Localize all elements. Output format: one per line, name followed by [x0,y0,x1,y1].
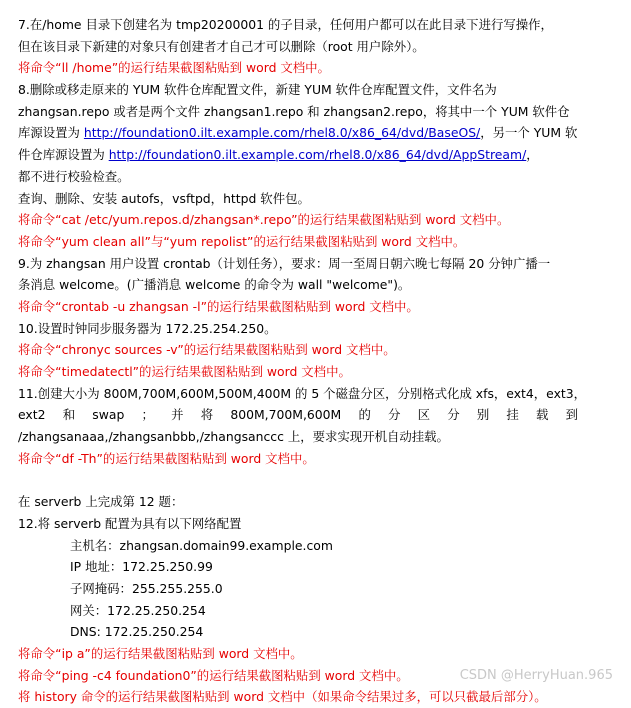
q11-word: 载 [536,407,549,423]
q11-word: 别 [476,407,490,423]
q12-instruction-2: 将命令“ping -c4 foundation0”的运行结果截图粘贴到 word 文档中。 [18,667,409,683]
q9-line-2: 条消息 welcome。(广播消息 welcome 的命令为 wall "welcome")。 [18,277,411,293]
q7-line-1: 7.在/home 目录下创建名为 tmp20200001 的子目录，任何用户都可以在此目录下进行写操作， [18,17,553,32]
appstream-link[interactable]: http://foundation0.ilt.example.com/rhel8.0/x86_64/dvd/AppStream/ [108,147,527,163]
q11-word: 区 [417,407,431,423]
q11-word: swap [92,407,125,423]
csdn-watermark: CSDN @HerryHuan.965 [459,668,613,683]
q11-word: ； [141,407,154,423]
gateway-setting: 网关：172.25.250.254 [70,602,206,618]
q10-instruction-1: 将命令“chronyc sources -v”的运行结果截图粘贴到 word 文档中。 [18,342,396,358]
q12-instruction-1: 将命令“ip a”的运行结果截图粘贴到 word 文档中。 [18,645,303,661]
q8-line-3 [18,122,624,144]
q8-line-4 [18,144,624,166]
q11-instruction: 将命令“df -Th”的运行结果截图粘贴到 word 文档中。 [18,450,315,466]
q8-line-5: 都不进行校验检查。 [18,168,130,184]
q9-line-1: 9.为 zhangsan 用户设置 crontab（计划任务），要求：周一至周日朝六晚七每隔 20 分钟广播一 [18,255,551,271]
q10-instruction-2: 将命令“timedatectl”的运行结果截图粘贴到 word 文档中。 [18,364,351,379]
q12-instruction-3: 将 history 命令的运行结果截图粘贴到 word 文档中（如果命令结果过多，可以只截最后部分）。 [18,689,547,705]
q8-line-1: 8.删除或移走原来的 YUM 软件仓库配置文件，新建 YUM 软件仓库配置文件，文件名为 [18,82,497,98]
q12-line-1: 12.将 serverb 配置为具有以下网络配置 [18,515,242,531]
q7-instruction: 将命令“ll /home”的运行结果截图粘贴到 word 文档中。 [18,60,330,76]
q11-word: 和 [62,407,76,423]
q8-instruction-2: 将命令“yum clean all”与“yum repolist”的运行结果截图粘贴到 word 文档中。 [18,233,466,249]
q11-line-1: 11.创建大小为 800M,700M,600M,500M,400M 的 5 个磁盘分区，分别格式化成 xfs，ext4，ext3， [18,385,587,401]
q11-word: 分 [447,407,460,423]
q11-line-3: /zhangsanaaa,/zhangsanbbb,/zhangsanccc 上，要求实现开机自动挂载。 [18,429,449,445]
ip-setting: IP 地址：172.25.250.99 [70,559,213,575]
q8-line-3-suffix: ，另一个 YUM 软 [480,125,578,141]
q7-line-2: 但在该目录下新建的对象只有创建者才自己才可以删除（root 用户除外）。 [18,38,425,54]
q11-word: 800M,700M,600M [230,407,342,423]
q11-word: ext2 [18,407,46,423]
q8-line-4-suffix: ， [526,147,539,163]
q11-word: 分 [388,407,401,423]
netmask-setting: 子网掩码：255.255.255.0 [70,580,223,596]
document-body [18,14,624,708]
q11-word: 的 [358,407,371,423]
q11-word: 到 [565,407,578,423]
q8-line-3-prefix: 库源设置为 [18,125,84,141]
q8-line-4-prefix: 件仓库源设置为 [18,147,109,163]
hostname-setting: 主机名：zhangsan.domain99.example.com [70,537,333,553]
q11-word: 并 [171,407,184,423]
q8-line-6: 查询、删除、安装 autofs，vsftpd，httpd 软件包。 [18,190,310,206]
dns-setting: DNS: 172.25.250.254 [70,624,204,640]
baseos-link[interactable]: http://foundation0.ilt.example.com/rhel8.0/x86_64/dvd/BaseOS/ [83,125,481,141]
q11-word: 挂 [506,407,519,423]
serverb-heading: 在 serverb 上完成第 12 题： [18,494,184,510]
q11-line-2 [18,404,578,426]
q10-line-1: 10.设置时钟同步服务器为 172.25.254.250。 [18,320,277,336]
blank-line [18,469,624,491]
q8-instruction-1: 将命令“cat /etc/yum.repos.d/zhangsan*.repo”的运行结果截图粘贴到 word 文档中。 [18,212,510,228]
q11-word: 将 [200,407,214,423]
q9-instruction: 将命令“crontab -u zhangsan -l”的运行结果截图粘贴到 word 文档中。 [18,298,419,314]
q8-line-2: zhangsan.repo 或者是两个文件 zhangsan1.repo 和 zhangsan2.repo，将其中一个 YUM 软件仓 [18,103,570,119]
